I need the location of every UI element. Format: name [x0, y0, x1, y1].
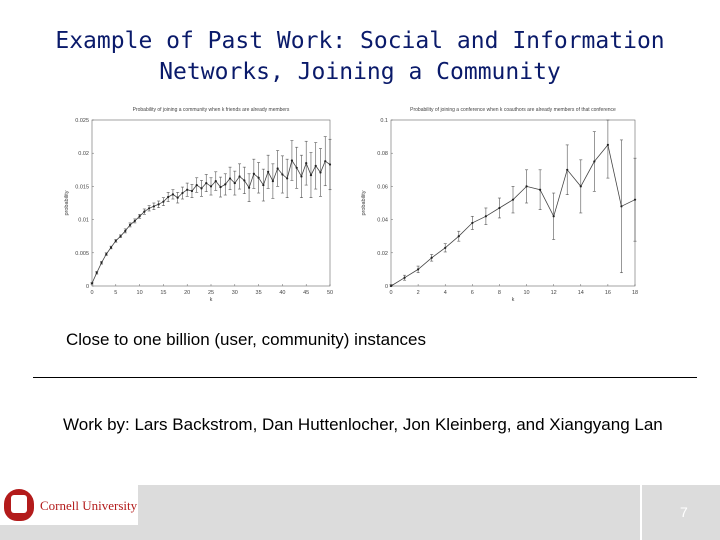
- horizontal-divider: [33, 377, 697, 378]
- data-point: [248, 187, 250, 189]
- data-point: [148, 207, 150, 209]
- data-point: [134, 220, 136, 222]
- chart-0-ylabel: probability: [64, 190, 70, 216]
- data-point: [319, 171, 321, 173]
- y-tick-label: 0.025: [75, 118, 89, 124]
- x-tick-label: 0: [90, 290, 94, 296]
- data-point: [172, 193, 174, 195]
- data-point: [417, 268, 419, 270]
- data-point: [200, 187, 202, 189]
- x-tick-label: 30: [231, 290, 238, 296]
- data-point: [593, 160, 595, 162]
- data-point: [539, 189, 541, 191]
- y-tick-label: 0.1: [380, 118, 388, 124]
- data-point: [234, 182, 236, 184]
- data-point: [329, 163, 331, 165]
- data-point: [258, 177, 260, 179]
- y-tick-label: 0: [384, 284, 388, 290]
- x-tick-label: 8: [497, 290, 501, 296]
- y-tick-label: 0: [85, 284, 89, 290]
- x-tick-label: 5: [114, 290, 118, 296]
- data-point: [403, 277, 405, 279]
- x-tick-label: 15: [160, 290, 167, 296]
- x-tick-label: 14: [577, 290, 584, 296]
- data-point: [525, 185, 527, 187]
- x-tick-label: 35: [255, 290, 262, 296]
- data-point: [277, 167, 279, 169]
- x-tick-label: 18: [631, 290, 639, 296]
- data-point: [186, 189, 188, 191]
- cornell-logo: [0, 485, 138, 525]
- data-point: [512, 199, 514, 201]
- data-point: [566, 169, 568, 171]
- data-point: [281, 173, 283, 175]
- data-point: [243, 179, 245, 181]
- x-tick-label: 2: [416, 290, 420, 296]
- data-point: [262, 184, 264, 186]
- y-tick-label: 0.01: [78, 217, 89, 224]
- data-point: [124, 230, 126, 232]
- data-point: [129, 224, 131, 226]
- data-point: [191, 190, 193, 192]
- slide-title: [20, 26, 700, 88]
- data-point: [167, 196, 169, 198]
- data-point: [471, 222, 473, 224]
- data-point: [431, 257, 433, 259]
- chart-1-xlabel: k: [511, 297, 515, 303]
- x-tick-label: 40: [279, 290, 286, 296]
- data-point: [205, 182, 207, 184]
- data-point: [296, 167, 298, 169]
- y-tick-label: 0.08: [377, 151, 388, 158]
- chart-friends-joining-community: [62, 104, 342, 303]
- chart-coauthors-svg: [355, 104, 645, 303]
- data-point: [253, 173, 255, 175]
- data-point: [607, 144, 609, 146]
- data-point: [215, 180, 217, 182]
- y-tick-label: 0.015: [75, 184, 89, 191]
- chart-friends-svg: [62, 104, 342, 303]
- data-point: [310, 174, 312, 176]
- x-tick-label: 0: [389, 290, 393, 296]
- data-point: [119, 235, 121, 237]
- y-tick-label: 0.005: [75, 250, 89, 257]
- data-point: [315, 165, 317, 167]
- x-tick-label: 12: [550, 290, 557, 296]
- data-point: [139, 215, 141, 217]
- data-point: [219, 186, 221, 188]
- data-point: [229, 177, 231, 179]
- data-point: [324, 160, 326, 162]
- x-tick-label: 16: [604, 290, 611, 296]
- logo-text: Cornell University: [40, 498, 138, 513]
- chart-0-xlabel: k: [209, 297, 213, 303]
- data-point: [196, 184, 198, 186]
- y-tick-label: 0.06: [377, 184, 388, 191]
- x-tick-label: 10: [523, 290, 530, 296]
- data-point: [210, 185, 212, 187]
- data-point: [91, 282, 93, 284]
- data-point: [444, 247, 446, 249]
- y-tick-label: 0.02: [377, 250, 388, 257]
- data-point: [485, 215, 487, 217]
- data-point: [105, 253, 107, 255]
- chart-0-title: Probability of joining a community when k friends are already members: [132, 107, 290, 113]
- slide-title-line-1: Example of Past Work: Social and Information: [55, 28, 665, 54]
- footer-bar: [0, 485, 720, 540]
- chart-0-frame: [92, 120, 330, 286]
- data-point: [553, 215, 555, 217]
- x-tick-label: 10: [136, 290, 143, 296]
- data-point: [305, 162, 307, 164]
- data-point: [238, 175, 240, 177]
- data-point: [224, 183, 226, 185]
- data-point: [634, 199, 636, 201]
- y-tick-label: 0.04: [377, 217, 388, 224]
- data-point: [291, 159, 293, 161]
- caption-text: Close to one billion (user, community) instances: [66, 330, 426, 349]
- data-point: [162, 201, 164, 203]
- data-point: [143, 211, 145, 213]
- data-point: [177, 197, 179, 199]
- series-line: [391, 145, 635, 286]
- data-point: [300, 175, 302, 177]
- x-tick-label: 25: [207, 290, 215, 296]
- data-point: [267, 171, 269, 173]
- data-point: [158, 203, 160, 205]
- credits-text: Work by: Lars Backstrom, Dan Huttenlocher, Jon Kleinberg, and Xiangyang Lan: [63, 415, 663, 434]
- chart-coauthors-joining-conference: [355, 104, 645, 303]
- data-point: [181, 192, 183, 194]
- data-point: [153, 205, 155, 207]
- data-point: [390, 285, 392, 287]
- x-tick-label: 4: [443, 290, 447, 296]
- slide-title-line-2: Networks, Joining a Community: [159, 59, 561, 85]
- page-number: 7: [680, 504, 688, 520]
- data-point: [110, 246, 112, 248]
- chart-1-ylabel: probability: [361, 190, 367, 216]
- data-point: [96, 272, 98, 274]
- x-tick-label: 50: [326, 290, 334, 296]
- chart-1-title: Probability of joining a conference when k coauthors are already members of that conference: [410, 107, 616, 113]
- x-tick-label: 20: [184, 290, 191, 296]
- data-point: [115, 240, 117, 242]
- x-tick-label: 45: [303, 290, 310, 296]
- x-tick-label: 6: [470, 290, 474, 296]
- data-point: [286, 177, 288, 179]
- data-point: [620, 205, 622, 207]
- data-point: [272, 180, 274, 182]
- y-tick-label: 0.02: [78, 151, 89, 158]
- data-point: [458, 235, 460, 237]
- footer-divider: [640, 485, 642, 540]
- data-point: [100, 262, 102, 264]
- cornell-seal-icon: [4, 489, 34, 521]
- data-point: [498, 207, 500, 209]
- data-point: [580, 185, 582, 187]
